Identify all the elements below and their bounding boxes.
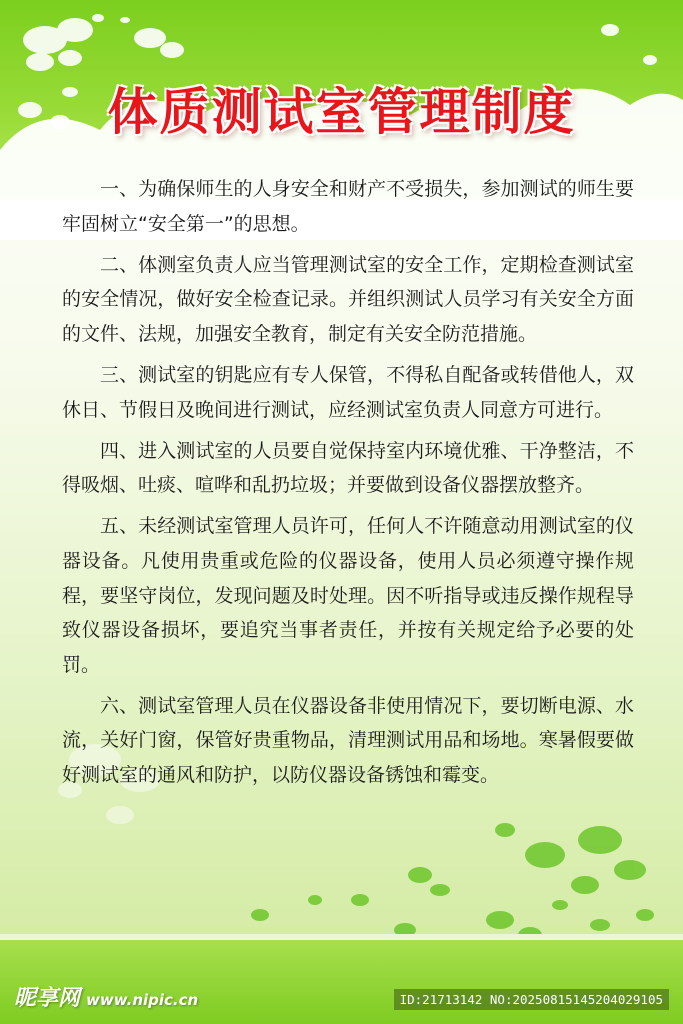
paragraph-3: 三、测试室的钥匙应有专人保管，不得私自配备或转借他人，双休日、节假日及晚间进行测试，应经测试室负责人同意方可进行。 <box>62 363 634 421</box>
image-id-label: ID:21713142 NO:20250815145204029105 <box>394 989 669 1010</box>
paragraph-2: 二、体测室负责人应当管理测试室的安全工作，定期检查测试室的安全情况，做好安全检查记录。并组织测试人员学习有关安全方面的文件、法规，加强安全教育，制定有关安全防范措施。 <box>62 253 634 345</box>
paragraph-1: 一、为确保师生的人身安全和财产不受损失，参加测试的师生要牢固树立“安全第一”的思想。 <box>62 178 634 235</box>
regulation-text <box>62 172 634 799</box>
paragraph-6: 六、测试室管理人员在仪器设备非使用情况下，要切断电源、水流，关好门窗，保管好贵重物品，清理测试用品和场地。寒暑假要做好测试室的通风和防护，以防仪器设备锈蚀和霉变。 <box>62 694 634 786</box>
paragraph-5: 五、未经测试室管理人员许可，任何人不许随意动用测试室的仪器设备。凡使用贵重或危险的仪器设备，使用人员必须遵守操作规程，要坚守岗位，发现问题及时处理。因不听指导或违反操作规程导致仪器设备损坏，要追究当事者责任，并按有关规定给予必要的处罚。 <box>62 515 634 676</box>
page-title: 体质测试室管理制度 <box>107 83 576 141</box>
watermark-url: www.nipic.cn <box>86 991 199 1009</box>
paragraph-4: 四、进入测试室的人员要自觉保持室内环境优雅、干净整洁，不得吸烟、吐痰、喧哗和乱扔垃圾；并要做到设备仪器摆放整齐。 <box>62 439 634 497</box>
watermark-brand: 昵享网 <box>14 986 81 1011</box>
watermark <box>14 981 198 1012</box>
